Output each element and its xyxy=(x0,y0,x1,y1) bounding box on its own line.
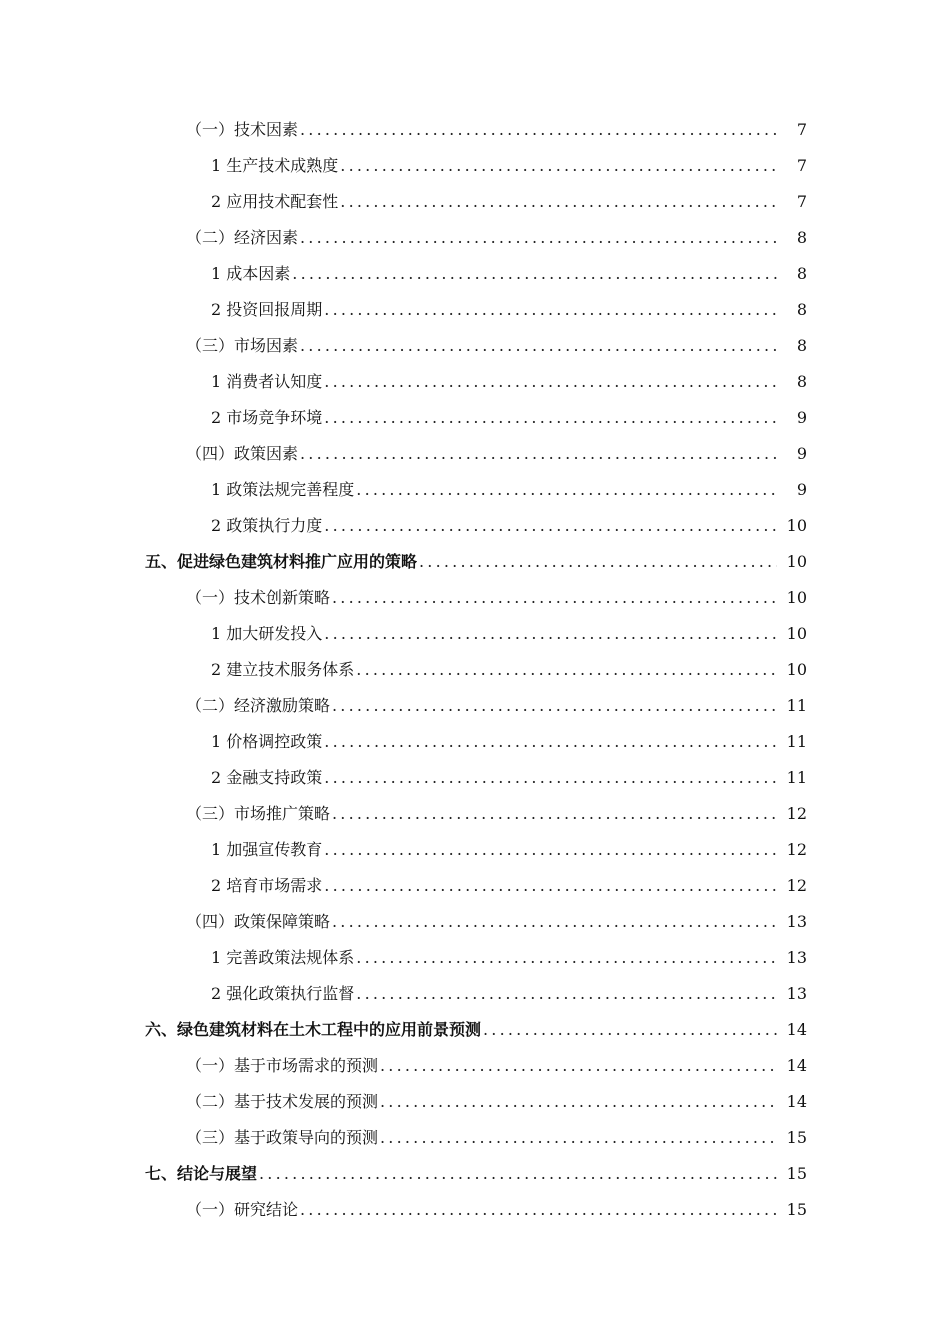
toc-dot-leader xyxy=(324,724,777,760)
table-of-contents xyxy=(0,112,950,1228)
toc-dot-leader xyxy=(324,832,777,868)
toc-entry-title: （三）市场因素 xyxy=(186,336,299,355)
toc-entry-title: （二）经济激励策略 xyxy=(186,696,331,715)
toc-dot-leader xyxy=(332,796,777,832)
toc-entry-title: （一）基于市场需求的预测 xyxy=(186,1056,379,1075)
toc-entry[interactable] xyxy=(0,832,950,868)
toc-entry-title: （四）政策保障策略 xyxy=(186,912,331,931)
toc-entry-page-number: 8 xyxy=(796,264,807,283)
toc-entry-page-number: 11 xyxy=(786,696,807,715)
toc-entry[interactable] xyxy=(0,724,950,760)
toc-entry[interactable] xyxy=(0,184,950,220)
toc-entry-title: （三）市场推广策略 xyxy=(186,804,331,823)
toc-dot-leader xyxy=(356,652,777,688)
toc-entry[interactable] xyxy=(0,760,950,796)
toc-entry-title: 1 生产技术成熟度 xyxy=(211,156,339,175)
toc-entry-title: 1 成本因素 xyxy=(211,264,291,283)
toc-entry-title: （三）基于政策导向的预测 xyxy=(186,1128,379,1147)
toc-entry-page-number: 7 xyxy=(796,156,807,175)
toc-entry-page-number: 10 xyxy=(786,624,807,643)
toc-entry[interactable] xyxy=(0,1084,950,1120)
toc-entry-title: 2 投资回报周期 xyxy=(211,300,323,319)
toc-entry[interactable] xyxy=(0,904,950,940)
toc-entry-title: 1 加大研发投入 xyxy=(211,624,323,643)
toc-dot-leader xyxy=(324,400,777,436)
toc-entry[interactable] xyxy=(0,328,950,364)
toc-dot-leader xyxy=(356,472,777,508)
toc-dot-leader xyxy=(324,616,777,652)
toc-entry-title: 1 价格调控政策 xyxy=(211,732,323,751)
toc-entry-page-number: 8 xyxy=(796,372,807,391)
toc-dot-leader xyxy=(324,760,777,796)
toc-dot-leader xyxy=(292,256,777,292)
toc-entry-page-number: 11 xyxy=(786,732,807,751)
toc-entry[interactable] xyxy=(0,940,950,976)
toc-dot-leader xyxy=(300,220,777,256)
toc-entry-page-number: 14 xyxy=(786,1020,807,1039)
toc-dot-leader xyxy=(324,364,777,400)
toc-dot-leader xyxy=(356,976,777,1012)
toc-entry[interactable] xyxy=(0,256,950,292)
toc-entry-page-number: 9 xyxy=(796,480,807,499)
toc-entry[interactable] xyxy=(0,292,950,328)
toc-dot-leader xyxy=(340,148,777,184)
toc-entry-title: 1 加强宣传教育 xyxy=(211,840,323,859)
toc-entry-page-number: 8 xyxy=(796,336,807,355)
toc-entry-title: 2 市场竞争环境 xyxy=(211,408,323,427)
toc-entry-page-number: 10 xyxy=(786,660,807,679)
toc-entry-title: 2 应用技术配套性 xyxy=(211,192,339,211)
toc-entry-title: 2 政策执行力度 xyxy=(211,516,323,535)
toc-entry[interactable] xyxy=(0,112,950,148)
toc-entry-title: 1 完善政策法规体系 xyxy=(211,948,355,967)
toc-entry-page-number: 14 xyxy=(786,1056,807,1075)
toc-entry-title: （四）政策因素 xyxy=(186,444,299,463)
toc-entry-page-number: 9 xyxy=(796,408,807,427)
toc-dot-leader xyxy=(419,544,777,580)
toc-entry-page-number: 10 xyxy=(786,588,807,607)
toc-entry[interactable] xyxy=(0,220,950,256)
toc-entry[interactable] xyxy=(0,1156,950,1192)
toc-entry[interactable] xyxy=(0,1192,950,1228)
toc-entry-title: 1 政策法规完善程度 xyxy=(211,480,355,499)
toc-entry[interactable] xyxy=(0,580,950,616)
toc-dot-leader xyxy=(380,1120,777,1156)
toc-entry-page-number: 13 xyxy=(786,984,807,1003)
toc-entry-title: 五、促进绿色建筑材料推广应用的策略 xyxy=(145,552,418,571)
toc-entry-page-number: 13 xyxy=(786,912,807,931)
toc-entry[interactable] xyxy=(0,1120,950,1156)
toc-entry[interactable] xyxy=(0,148,950,184)
toc-dot-leader xyxy=(356,940,777,976)
toc-dot-leader xyxy=(324,292,777,328)
toc-entry-title: 七、结论与展望 xyxy=(145,1164,258,1183)
toc-entry-page-number: 15 xyxy=(786,1164,807,1183)
toc-entry-page-number: 12 xyxy=(786,804,807,823)
toc-entry-page-number: 14 xyxy=(786,1092,807,1111)
toc-entry[interactable] xyxy=(0,436,950,472)
toc-entry-page-number: 7 xyxy=(796,120,807,139)
toc-entry-page-number: 13 xyxy=(786,948,807,967)
toc-dot-leader xyxy=(332,904,777,940)
toc-dot-leader xyxy=(259,1156,777,1192)
toc-entry-title: （一）研究结论 xyxy=(186,1200,299,1219)
toc-entry-title: （二）基于技术发展的预测 xyxy=(186,1092,379,1111)
toc-dot-leader xyxy=(324,868,777,904)
toc-entry[interactable] xyxy=(0,1048,950,1084)
toc-dot-leader xyxy=(380,1048,777,1084)
toc-entry[interactable] xyxy=(0,652,950,688)
toc-dot-leader xyxy=(300,1192,777,1228)
toc-entry[interactable] xyxy=(0,1012,950,1048)
toc-entry-page-number: 15 xyxy=(786,1200,807,1219)
toc-dot-leader xyxy=(300,328,777,364)
toc-entry-page-number: 9 xyxy=(796,444,807,463)
toc-entry-page-number: 8 xyxy=(796,300,807,319)
toc-dot-leader xyxy=(332,688,777,724)
toc-entry[interactable] xyxy=(0,472,950,508)
toc-entry[interactable] xyxy=(0,616,950,652)
toc-entry[interactable] xyxy=(0,400,950,436)
toc-dot-leader xyxy=(300,436,777,472)
toc-entry-page-number: 10 xyxy=(786,516,807,535)
toc-entry-page-number: 12 xyxy=(786,876,807,895)
toc-entry-title: 六、绿色建筑材料在土木工程中的应用前景预测 xyxy=(145,1020,482,1039)
toc-entry-title: （一）技术创新策略 xyxy=(186,588,331,607)
toc-dot-leader xyxy=(324,508,777,544)
toc-entry-page-number: 11 xyxy=(786,768,807,787)
toc-entry[interactable] xyxy=(0,976,950,1012)
toc-dot-leader xyxy=(300,112,777,148)
toc-entry-page-number: 12 xyxy=(786,840,807,859)
toc-entry[interactable] xyxy=(0,688,950,724)
toc-entry[interactable] xyxy=(0,364,950,400)
toc-entry[interactable] xyxy=(0,796,950,832)
toc-entry-title: 2 建立技术服务体系 xyxy=(211,660,355,679)
toc-entry-title: （一）技术因素 xyxy=(186,120,299,139)
toc-entry-page-number: 8 xyxy=(796,228,807,247)
toc-dot-leader xyxy=(340,184,777,220)
toc-entry[interactable] xyxy=(0,868,950,904)
toc-entry-page-number: 15 xyxy=(786,1128,807,1147)
toc-entry-title: （二）经济因素 xyxy=(186,228,299,247)
toc-dot-leader xyxy=(483,1012,777,1048)
toc-entry-title: 2 金融支持政策 xyxy=(211,768,323,787)
toc-entry-page-number: 7 xyxy=(796,192,807,211)
toc-entry-title: 2 强化政策执行监督 xyxy=(211,984,355,1003)
toc-entry-title: 1 消费者认知度 xyxy=(211,372,323,391)
toc-dot-leader xyxy=(332,580,777,616)
toc-entry[interactable] xyxy=(0,508,950,544)
toc-entry-page-number: 10 xyxy=(786,552,807,571)
toc-dot-leader xyxy=(380,1084,777,1120)
toc-entry[interactable] xyxy=(0,544,950,580)
toc-entry-title: 2 培育市场需求 xyxy=(211,876,323,895)
